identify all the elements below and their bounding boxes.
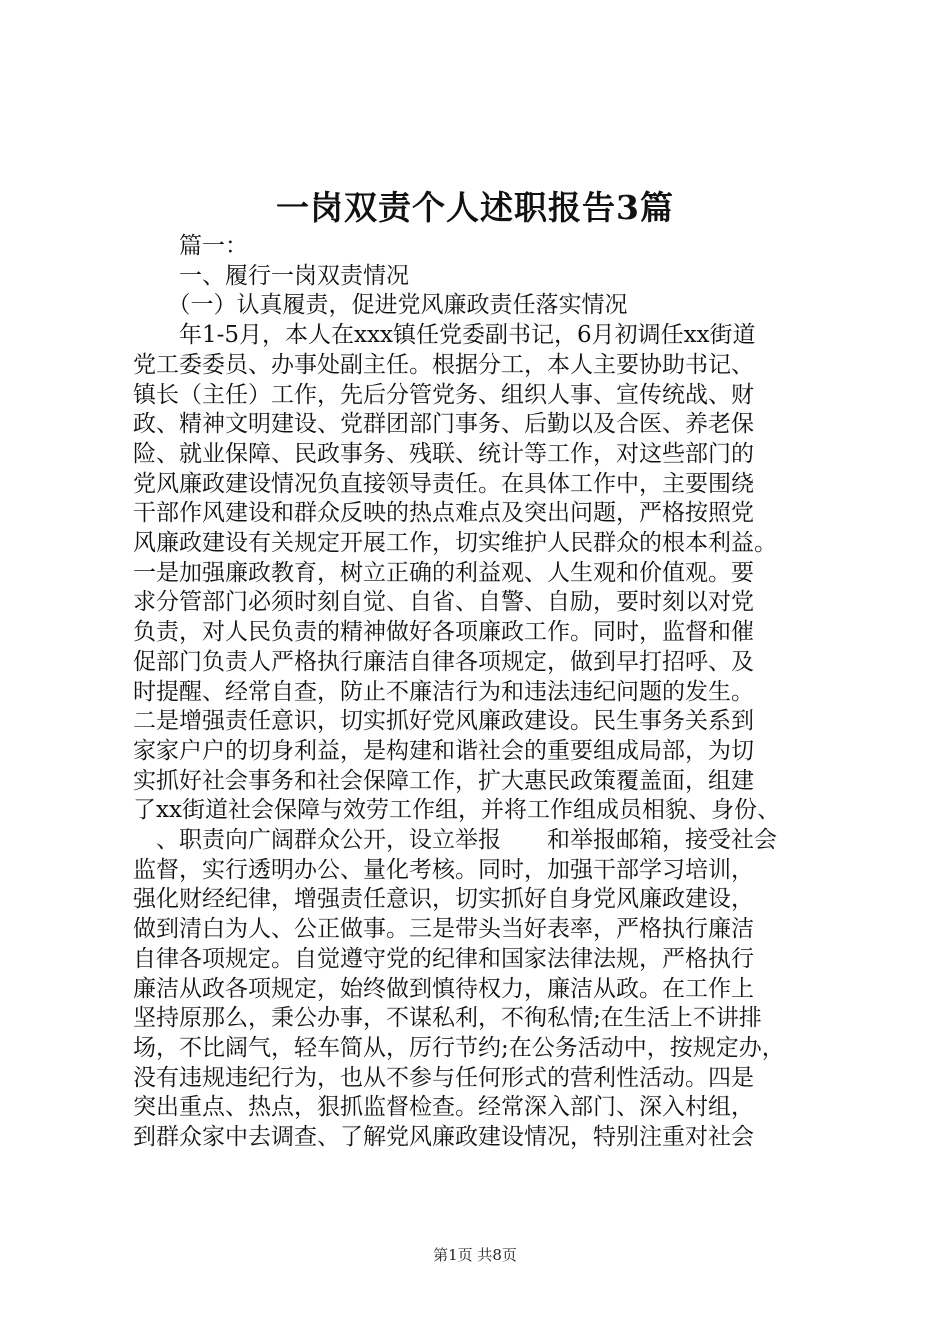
page-footer: 第1页 共8页 <box>433 1246 517 1264</box>
body-line: 廉洁从政各项规定，始终做到慎待权力，廉洁从政。在工作上 <box>133 975 754 1002</box>
body-line: 镇长（主任）工作，先后分管党务、组织人事、宣传统战、财 <box>133 381 754 408</box>
body-line: 一是加强廉政教育，树立正确的利益观、人生观和价值观。要 <box>133 559 754 586</box>
body-line: 政、精神文明建设、党群团部门事务、后勤以及合医、养老保 <box>133 411 754 438</box>
body-line: 年1-5月，本人在xxx镇任党委副书记，6月初调任xx街道 <box>133 322 756 349</box>
body-line: 监督，实行透明办公、量化考核。同时，加强干部学习培训， <box>133 856 754 883</box>
body-line: 干部作风建设和群众反映的热点难点及突出问题，严格按照党 <box>133 500 754 527</box>
body-line: 突出重点、热点，狠抓监督检查。经常深入部门、深入村组， <box>133 1094 754 1121</box>
body-line: 实抓好社会事务和社会保障工作，扩大惠民政策覆盖面，组建 <box>133 767 754 794</box>
body-line: 二是增强责任意识，切实抓好党风廉政建设。民生事务关系到 <box>133 708 754 735</box>
document-title: 一岗双责个人述职报告3篇 <box>276 188 674 227</box>
body-line: 没有违规违纪行为，也从不参与任何形式的营利性活动。四是 <box>133 1064 754 1091</box>
body-line: 家家户户的切身利益，是构建和谐社会的重要组成局部，为切 <box>133 737 754 764</box>
body-line: 风廉政建设有关规定开展工作，切实维护人民群众的根本利益。 <box>133 530 777 556</box>
body-line: 到群众家中去调查、了解党风廉政建设情况，特别注重对社会 <box>133 1124 754 1150</box>
body-line: 党工委委员、办事处副主任。根据分工，本人主要协助书记、 <box>133 351 754 378</box>
body-line: 强化财经纪律，增强责任意识，切实抓好自身党风廉政建设， <box>133 886 754 913</box>
body-line: 党风廉政建设情况负直接领导责任。在具体工作中，主要围绕 <box>133 470 754 497</box>
body-line: 坚持原那么，秉公办事，不谋私利，不徇私情;在生活上不讲排 <box>133 1005 762 1032</box>
body-line: 了xx街道社会保障与效劳工作组，并将工作组成员相貌、身份、 <box>133 797 780 824</box>
body-line: 一、履行一岗双责情况 <box>133 262 409 289</box>
body-line: 负责，对人民负责的精神做好各项廉政工作。同时，监督和催 <box>133 619 754 646</box>
body-line: 时提醒、经常自查，防止不廉洁行为和违法违纪问题的发生。 <box>133 678 754 705</box>
body-line: 场，不比阔气，轻车简从，厉行节约;在公务活动中，按规定办， <box>133 1034 785 1061</box>
body-line: 求分管部门必须时刻自觉、自省、自警、自励，要时刻以对党 <box>133 589 754 616</box>
body-line: 篇一： <box>133 233 248 259</box>
body-line: 做到清白为人、公正做事。三是带头当好表率，严格执行廉洁 <box>133 916 754 943</box>
body-line: （一）认真履责，促进党风廉政责任落实情况 <box>133 292 628 319</box>
body-line: 、职责向广阔群众公开，设立举报 和举报邮箱，接受社会 <box>133 827 777 853</box>
body-line: 险、就业保障、民政事务、残联、统计等工作，对这些部门的 <box>133 440 754 467</box>
body-line: 促部门负责人严格执行廉洁自律各项规定，做到早打招呼、及 <box>133 648 754 675</box>
body-line: 自律各项规定。自觉遵守党的纪律和国家法律法规，严格执行 <box>133 945 754 972</box>
